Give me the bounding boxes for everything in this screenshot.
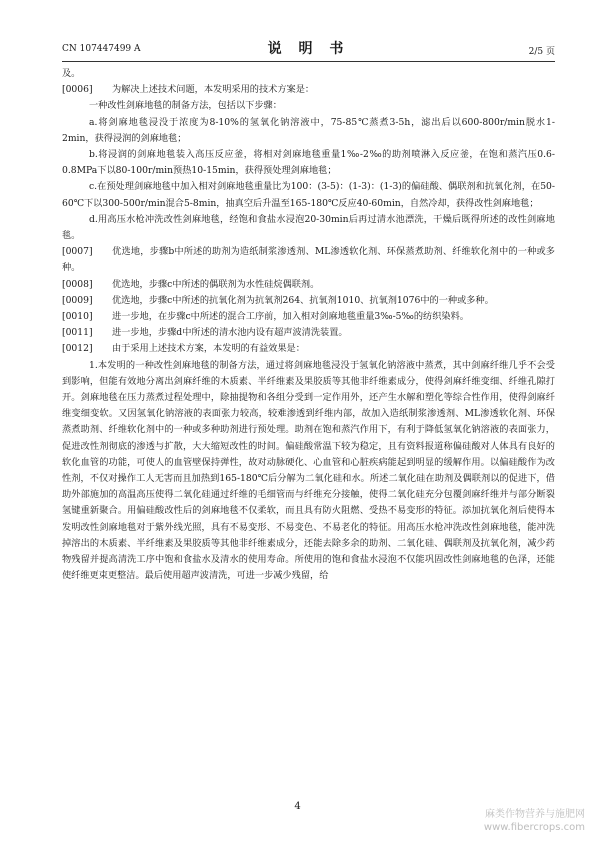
paragraph-0012: [62, 341, 555, 357]
paragraph-text: 进一步地，在步骤c中所述的混合工序前，加入相对剑麻地毯重量3‰-5‰的纺织染料。: [112, 311, 469, 323]
document-body: [62, 66, 555, 585]
paragraph-tag: [0010]: [62, 311, 93, 323]
paragraph-tag: [0008]: [62, 278, 93, 290]
document-title: 说 明 书: [267, 41, 350, 57]
paragraph-0008: [62, 277, 555, 293]
paragraph-0006: [62, 82, 555, 98]
paragraph-0009: [62, 293, 555, 309]
paragraph-tag: [0012]: [62, 343, 93, 355]
paragraph-tag: [0007]: [62, 246, 93, 258]
paragraph-0011: [62, 325, 555, 341]
page-number: 4: [294, 801, 301, 812]
paragraph-tag: [0006]: [62, 84, 93, 96]
paragraph-text: 优选地，步骤b中所述的助剂为造纸制浆渗透剂、ML渗透软化剂、环保蒸煮助剂、纤维软化剂中的一种或多种。: [62, 246, 555, 274]
continued-line: 及。: [62, 68, 81, 79]
paragraph-text: 为解决上述技术问题，本发明采用的技术方案是：: [112, 84, 315, 96]
paragraph-text: 优选地，步骤c中所述的偶联剂为水性硅烷偶联剂。: [112, 278, 320, 290]
effect-1: 1.本发明的一种改性剑麻地毯的制备方法，通过将剑麻地毯浸没于氢氧化钠溶液中蒸煮，其中剑麻纤维几乎不会受到影响，但能有效地分离出剑麻纤维的木质素、半纤维素及果胶质等其他非纤维素成分，使得剑麻纤维变细、纤维孔隙打开。剑麻地毯在压力蒸煮过程处理中，除抽提物和各组分受到一定作用外，还产生水解和塑化等综合性作用，使得剑麻纤维变细变软。又因氢氧化钠溶液的表面张力较高，较难渗透到纤维内部，故加入造纸制浆渗透剂、ML渗透软化剂、环保蒸煮助剂、纤维软化剂中的一种或多种助剂进行预处理。助剂在饱和蒸汽作用下，有利于降低氢氧化钠溶液的表面张力，促进改性剂彻底的渗透与扩散，大大缩短改性的时间。偏硅酸常温下较为稳定，且有资料报道称偏硅酸对人体具有良好的软化血管的功能，可使人的血管壁保持弹性，故对动脉硬化、心血管和心脏疾病能起到明显的缓解作用。以偏硅酸作为改性剂，不仅对操作工人无害而且加热到165-180℃后分解为二氧化硅和水。所述二氧化硅在助剂及偶联剂以的促进下，借助外部施加的高温高压使得二氧化硅通过纤维的毛细管而与纤维充分接触，使得二氧化硅充分包覆剑麻纤维并与部分断裂氢键重新聚合。用偏硅酸改性后的剑麻地毯不仅柔软，而且具有防火阻燃、受热不易变形的特征。添加抗氧化剂后使得本发明改性剑麻地毯对于紫外线光照，具有不易变形、不易变色、不易老化的特征。用高压水枪冲洗改性剑麻地毯，能冲洗掉溶出的木质素、半纤维素及果胶质等其他非纤维素成分，还能去除多余的助剂、二氧化硅、偶联剂及抗氧化剂，减少药物残留并提高清洗工序中饱和食盐水及清水的使用寿命。所使用的饱和食盐水浸泡不仅能巩固改性剑麻地毯的色泽，还能使纤维更束更整洁。最后使用超声波清洗，可进一步减少残留，给: [62, 359, 555, 582]
header-rule: [62, 61, 555, 62]
paragraph-tag: [0009]: [62, 294, 93, 306]
paragraph-text: 优选地，步骤c中所述的抗氧化剂为抗氧剂264、抗氧剂1010、抗氧剂1076中的一种或多种。: [112, 294, 494, 306]
paragraph-0007: [62, 244, 555, 276]
page-header: [62, 38, 555, 58]
method-intro: 一种改性剑麻地毯的制备方法，包括以下步骤：: [89, 100, 282, 112]
paragraph-text: 由于采用上述技术方案，本发明的有益效果是：: [112, 343, 305, 355]
watermark-site-name: 麻类作物营养与施肥网: [485, 809, 585, 820]
paragraph-text: 进一步地，步骤d中所述的清水池内设有超声波清洗装置。: [112, 327, 348, 339]
paragraph-0010: [62, 309, 555, 325]
patent-number: CN 107447499 A: [62, 44, 141, 54]
step-d: d.用高压水枪冲洗改性剑麻地毯，经饱和食盐水浸泡20-30min后再过清水池漂洗，干燥后既得所述的改性剑麻地毯。: [62, 213, 555, 242]
watermark: [484, 808, 585, 834]
page-indicator: 2/5 页: [528, 47, 555, 57]
step-c: c.在预处理剑麻地毯中加入相对剑麻地毯重量比为100：(3-5)：(1-3)：(1-3)的偏硅酸、偶联剂和抗氧化剂，在50-60℃下以300-500r/min混合5-8min，抽真空后升温至165-180℃反应40-60min，自然冷却，获得改性剑麻地毯；: [62, 181, 555, 209]
watermark-url: www.fibercrops.com: [483, 822, 585, 833]
step-a: a.将剑麻地毯浸没于浓度为8-10%的氢氧化钠溶液中，75-85℃蒸煮3-5h，滤出后以600-800r/min脱水1-2min，获得浸润的剑麻地毯；: [62, 116, 555, 144]
step-b: b.将浸润的剑麻地毯装入高压反应釜，将相对剑麻地毯重量1‰-2‰的助剂喷淋入反应釜，在饱和蒸汽压0.6-0.8MPa下以80-100r/min预热10-15min，获得预处理剑麻地毯；: [62, 149, 555, 177]
paragraph-tag: [0011]: [62, 327, 93, 339]
